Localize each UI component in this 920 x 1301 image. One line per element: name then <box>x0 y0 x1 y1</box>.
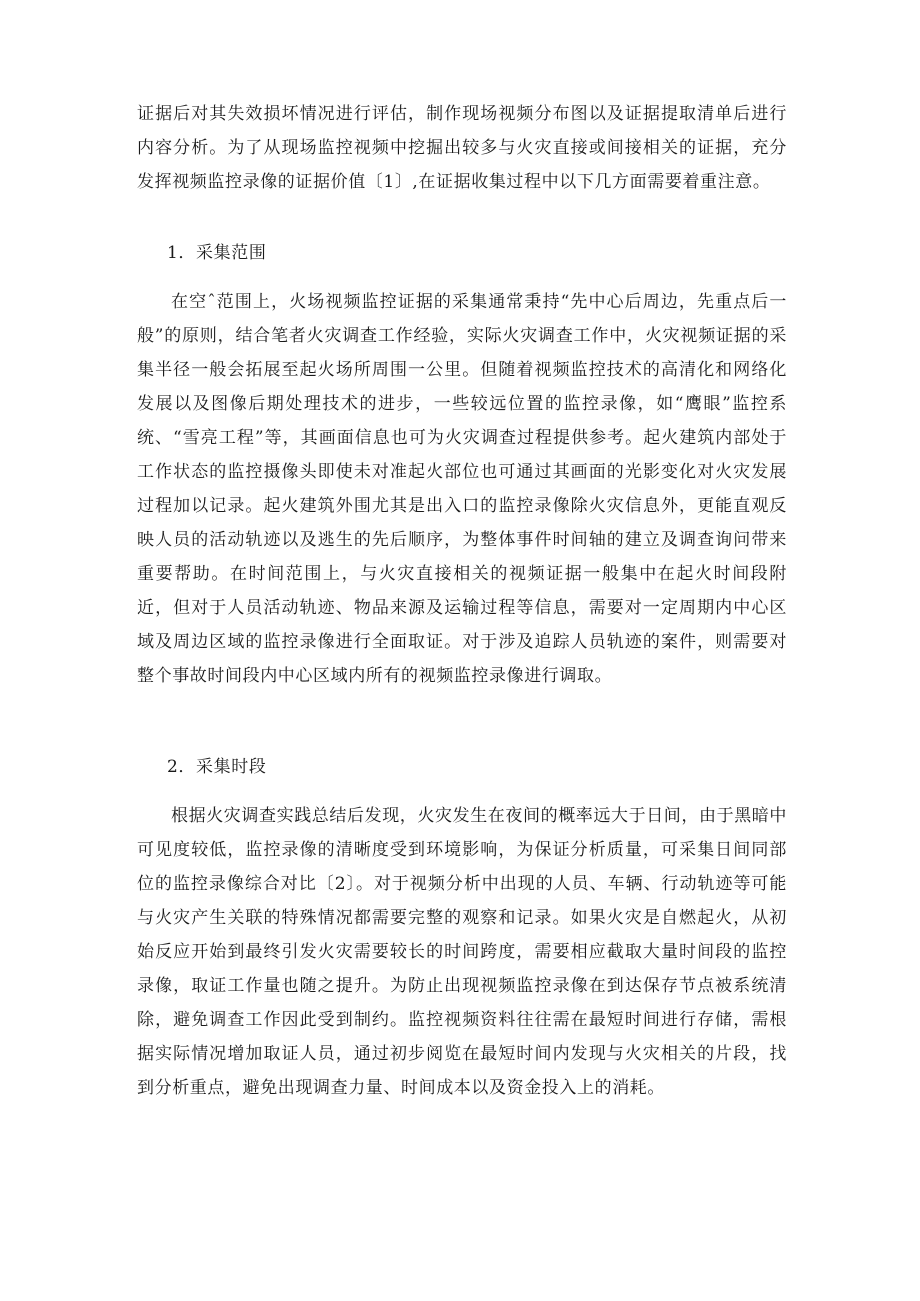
paragraph-collection-period: 根据火灾调查实践总结后发现，火灾发生在夜间的概率远大于日间，由于黑暗中可见度较低，监控录像的清晰度受到环境影响，为保证分析质量，可采集日间同部位的监控录像综合对比〔2〕。对于视频分析中出现的人员、车辆、行动轨迹等可能与火灾产生关联的特殊情况都需要完整的观察和记录。如果火灾是自燃起火，从初始反应开始到最终引发火灾需要较长的时间跨度，需要相应截取大量时间段的监控录像，取证工作量也随之提升。为防止出现视频监控录像在到达保存节点被系统清除，避免调查工作因此受到制约。监控视频资料往往需在最短时间进行存储，需根据实际情况增加取证人员，通过初步阅览在最短时间内发现与火灾相关的片段，找到分析重点，避免出现调查力量、时间成本以及资金投入上的消耗。 <box>137 806 787 1098</box>
section-heading-collection-period: 2．采集时段 <box>167 757 267 777</box>
paragraph-collection-scope: 在空ˆ范围上，火场视频监控证据的采集通常秉持“先中心后周边，先重点后一般”的原则，结合笔者火灾调查工作经验，实际火灾调查工作中，火灾视频证据的采集半径一般会拓展至起火场所周围一公里。但随着视频监控技术的高清化和网络化发展以及图像后期处理技术的进步，一些较远位置的监控录像，如“鹰眼”监控系统、“雪亮工程”等，其画面信息也可为火灾调查过程提供参考。起火建筑内部处于工作状态的监控摄像头即使未对准起火部位也可通过其画面的光影变化对火灾发展过程加以记录。起火建筑外围尤其是出入口的监控录像除火灾信息外，更能直观反映人员的活动轨迹以及逃生的先后顺序，为整体事件时间轴的建立及调查询问带来重要帮助。在时间范围上，与火灾直接相关的视频证据一般集中在起火时间段附近，但对于人员活动轨迹、物品来源及运输过程等信息，需要对一定周期内中心区域及周边区域的监控录像进行全面取证。对于涉及追踪人员轨迹的案件，则需要对整个事故时间段内中心区域内所有的视频监控录像进行调取。 <box>137 292 787 686</box>
section-heading-collection-scope: 1．采集范围 <box>167 243 267 263</box>
paragraph-continuation: 证据后对其失效损坏情况进行评估，制作现场视频分布图以及证据提取清单后进行内容分析。为了从现场监控视频中挖掘出较多与火灾直接或间接相关的证据，充分发挥视频监控录像的证据价值〔1〕,在证据收集过程中以下几方面需要着重注意。 <box>137 104 787 192</box>
